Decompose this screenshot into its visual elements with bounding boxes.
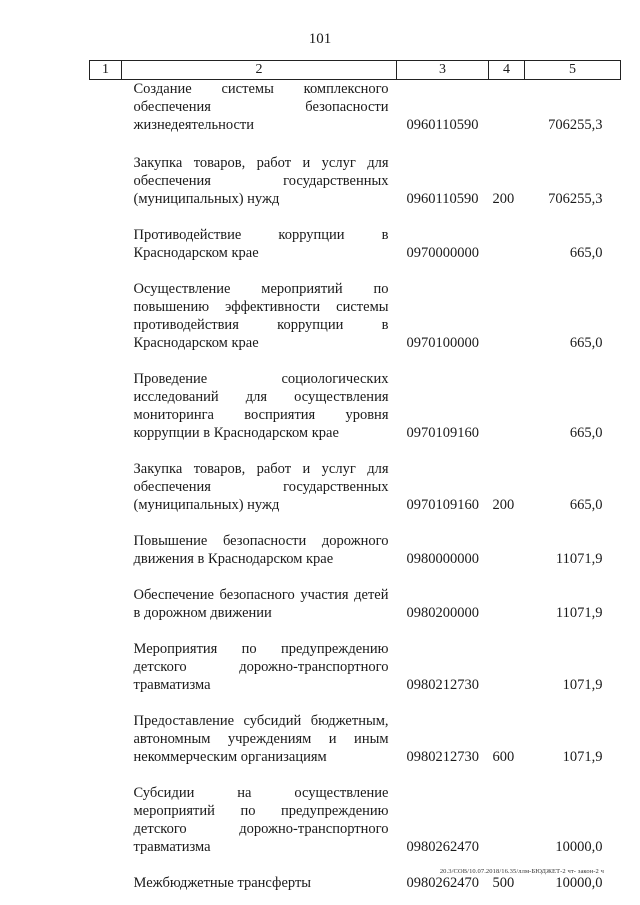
target-code-cell: 0960110590: [406, 117, 479, 133]
header-col-1: 1: [90, 61, 122, 80]
expense-type-cell: 200: [492, 191, 515, 207]
header-col-3: 3: [397, 61, 489, 80]
item-name-cell: Обеспечение безопасного участия детей в дорожном движении: [133, 587, 389, 621]
item-name-cell: Предоставление субсидий бюджетным, автономным учреждениям и иным некоммерческим организациям: [133, 713, 389, 765]
row-number-cell: [90, 262, 122, 352]
expense-type-cell: [489, 352, 525, 442]
target-code-cell: 0980200000: [406, 605, 479, 621]
expense-type-cell: [489, 80, 525, 135]
table-row: [90, 134, 621, 208]
expense-type-cell: [489, 568, 525, 622]
table-row: [90, 208, 621, 262]
item-name-cell: Закупка товаров, работ и услуг для обеспечения государственных (муниципальных) нужд: [133, 155, 389, 207]
target-code-cell: 0980262470: [406, 875, 479, 891]
table-row: [90, 514, 621, 568]
target-code-cell: 0980212730: [406, 677, 479, 693]
expense-type-cell: [489, 514, 525, 568]
table-body: [90, 80, 621, 893]
item-name-cell: Создание системы комплексного обеспечения безопасности жизнедеятельности: [133, 81, 389, 133]
target-code-cell: 0980262470: [406, 839, 479, 855]
target-code-cell: 0960110590: [406, 191, 479, 207]
target-code-cell: 0980000000: [406, 551, 479, 567]
table-row: [90, 352, 621, 442]
item-name-cell: Осуществление мероприятий по повышению эффективности системы противодействия коррупции в Краснодарском крае: [133, 281, 389, 351]
row-number-cell: [90, 856, 122, 892]
item-name-cell: Проведение социологических исследований для осуществления мониторинга восприятия уровня коррупции в Краснодарском крае: [133, 371, 389, 441]
row-number-cell: [90, 80, 122, 135]
amount-cell: 706255,3: [548, 191, 603, 207]
target-code-cell: 0970000000: [406, 245, 479, 261]
item-name-cell: Межбюджетные трансферты: [133, 875, 312, 891]
table-row: [90, 80, 621, 135]
item-name-cell: Закупка товаров, работ и услуг для обеспечения государственных (муниципальных) нужд: [133, 461, 389, 513]
table-row: [90, 622, 621, 694]
table-row: [90, 262, 621, 352]
amount-cell: 11071,9: [555, 605, 603, 621]
header-col-5: 5: [525, 61, 621, 80]
row-number-cell: [90, 766, 122, 856]
target-code-cell: 0970100000: [406, 335, 479, 351]
header-col-2: 2: [122, 61, 397, 80]
amount-cell: 665,0: [569, 335, 603, 351]
page-number: 101: [308, 31, 332, 47]
expense-type-cell: [489, 766, 525, 856]
amount-cell: 10000,0: [555, 839, 603, 855]
table-row: [90, 766, 621, 856]
header-col-4: 4: [489, 61, 525, 80]
amount-cell: 1071,9: [562, 749, 603, 765]
expense-type-cell: 600: [492, 749, 515, 765]
row-number-cell: [90, 134, 122, 208]
item-name-cell: Мероприятия по предупреждению детского дорожно-транспортного травматизма: [133, 641, 389, 693]
expense-type-cell: 200: [492, 497, 515, 513]
amount-cell: 10000,0: [555, 875, 603, 891]
target-code-cell: 0970109160: [406, 425, 479, 441]
expense-type-cell: [489, 208, 525, 262]
row-number-cell: [90, 694, 122, 766]
target-code-cell: 0980212730: [406, 749, 479, 765]
item-name-cell: Субсидии на осуществление мероприятий по предупреждению детского дорожно-транспортного травматизма: [133, 785, 389, 855]
amount-cell: 665,0: [569, 497, 603, 513]
item-name-cell: Противодействие коррупции в Краснодарском крае: [133, 227, 389, 261]
table-row: [90, 694, 621, 766]
expense-type-cell: [489, 262, 525, 352]
header-row: [90, 61, 621, 80]
expense-type-cell: 500: [492, 875, 515, 891]
amount-cell: 665,0: [569, 425, 603, 441]
amount-cell: 706255,3: [548, 117, 603, 133]
row-number-cell: [90, 514, 122, 568]
row-number-cell: [90, 622, 122, 694]
row-number-cell: [90, 568, 122, 622]
table-row: [90, 442, 621, 514]
target-code-cell: 0970109160: [406, 497, 479, 513]
row-number-cell: [90, 442, 122, 514]
item-name-cell: Повышение безопасности дорожного движения в Краснодарском крае: [133, 533, 389, 567]
row-number-cell: [90, 208, 122, 262]
expense-type-cell: [489, 622, 525, 694]
budget-table: [89, 60, 621, 892]
amount-cell: 1071,9: [562, 677, 603, 693]
table-row: [90, 568, 621, 622]
footer-note: 20.3/СОВ/10.07.2018/16.35/ллм-БЮДЖЕТ-2 чт- закон-2 ч: [439, 868, 604, 875]
amount-cell: 11071,9: [555, 551, 603, 567]
amount-cell: 665,0: [569, 245, 603, 261]
row-number-cell: [90, 352, 122, 442]
